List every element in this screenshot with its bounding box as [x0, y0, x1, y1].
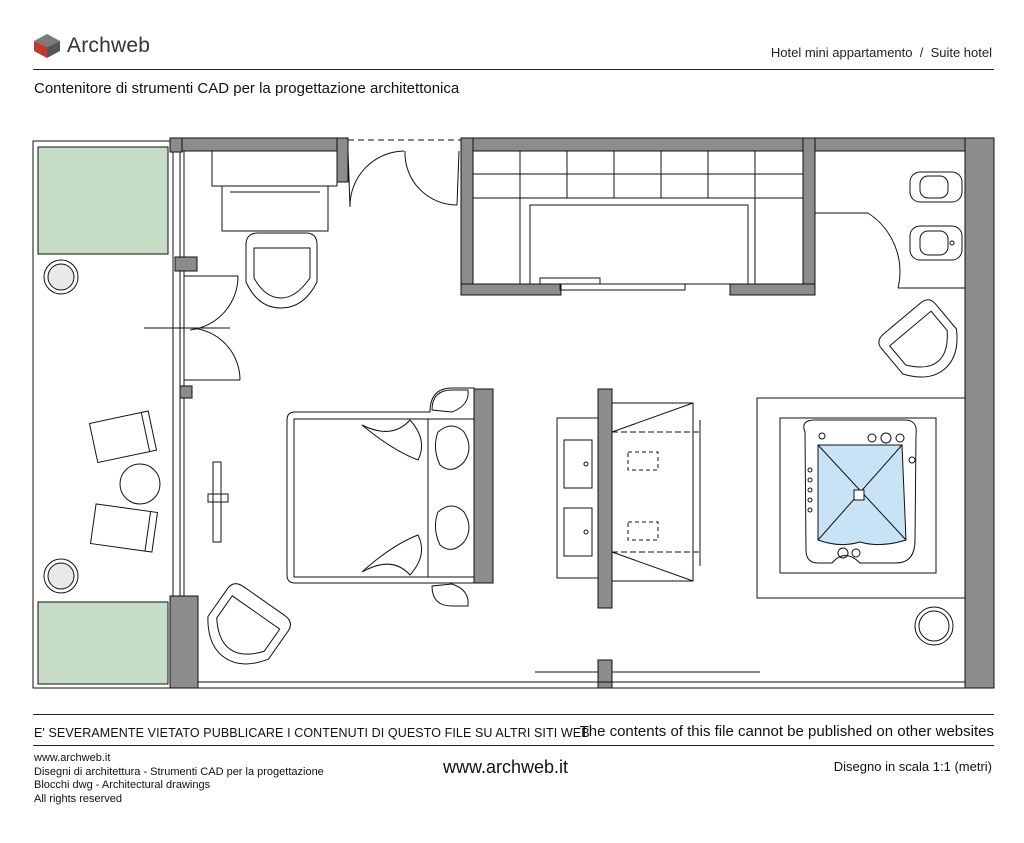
- footer-line-blocks: Blocchi dwg - Architectural drawings: [34, 779, 211, 791]
- footer-line-drawings: Disegni di architettura - Strumenti CAD per la progettazione: [34, 765, 324, 778]
- shower-tray: [612, 403, 693, 581]
- armchair-bath: [875, 296, 971, 392]
- footer-line-rights: All rights reserved: [34, 792, 123, 805]
- wall-closet-left: [461, 138, 473, 295]
- closet-counter: [473, 151, 803, 284]
- logo-name: Archweb: [67, 34, 151, 57]
- wall-closet-bottom-right: [730, 284, 815, 295]
- warning-italian: E' SEVERAMENTE VIETATO PUBBLICARE I CONTENUTI DI QUESTO FILE SU ALTRI SITI WEB: [34, 726, 590, 740]
- wall-top-left: [170, 138, 348, 151]
- closet-inner: [530, 205, 748, 284]
- wall-left-top: [170, 138, 182, 152]
- wall-left-bottom: [170, 596, 198, 688]
- bath-stool: [915, 607, 953, 645]
- footer-divider-2: [33, 745, 994, 746]
- desk-chair: [222, 186, 328, 231]
- wall-closet-right: [803, 138, 815, 295]
- wall-right: [965, 138, 994, 688]
- footer-url[interactable]: www.archweb.it: [443, 757, 569, 777]
- document-title: Hotel mini appartamento / Suite hotel: [770, 45, 992, 60]
- wall-entry: [337, 138, 348, 182]
- warning-english: The contents of this file cannot be published on other websites: [579, 723, 994, 740]
- subtitle: Contenitore di strumenti CAD per la progettazione architettonica: [34, 80, 460, 97]
- column-bottom: [598, 660, 612, 688]
- plant-pot-top-inner: [48, 264, 74, 290]
- footer-credits: [34, 752, 324, 806]
- scale-label: Disegno in scala 1:1 (metri): [833, 759, 992, 774]
- bed-headboard: [474, 389, 493, 583]
- planter-top: [38, 147, 168, 254]
- column-balcony-2: [180, 386, 192, 398]
- bed-frame: [287, 388, 474, 583]
- nightstand-bottom: [432, 584, 468, 606]
- balcony-table: [120, 464, 160, 504]
- armchair-top: [246, 233, 317, 308]
- partition-wall: [598, 389, 612, 608]
- wall-top-right: [461, 138, 994, 151]
- lounger-bottom: [91, 504, 158, 552]
- column-balcony-1: [175, 257, 197, 271]
- plant-pot-bottom-inner: [48, 563, 74, 589]
- wall-closet-bottom-left: [461, 284, 561, 295]
- footer-divider: [33, 714, 994, 715]
- footer-line-site: www.archweb.it: [34, 752, 111, 764]
- desk: [212, 151, 337, 186]
- planter-bottom: [38, 602, 168, 684]
